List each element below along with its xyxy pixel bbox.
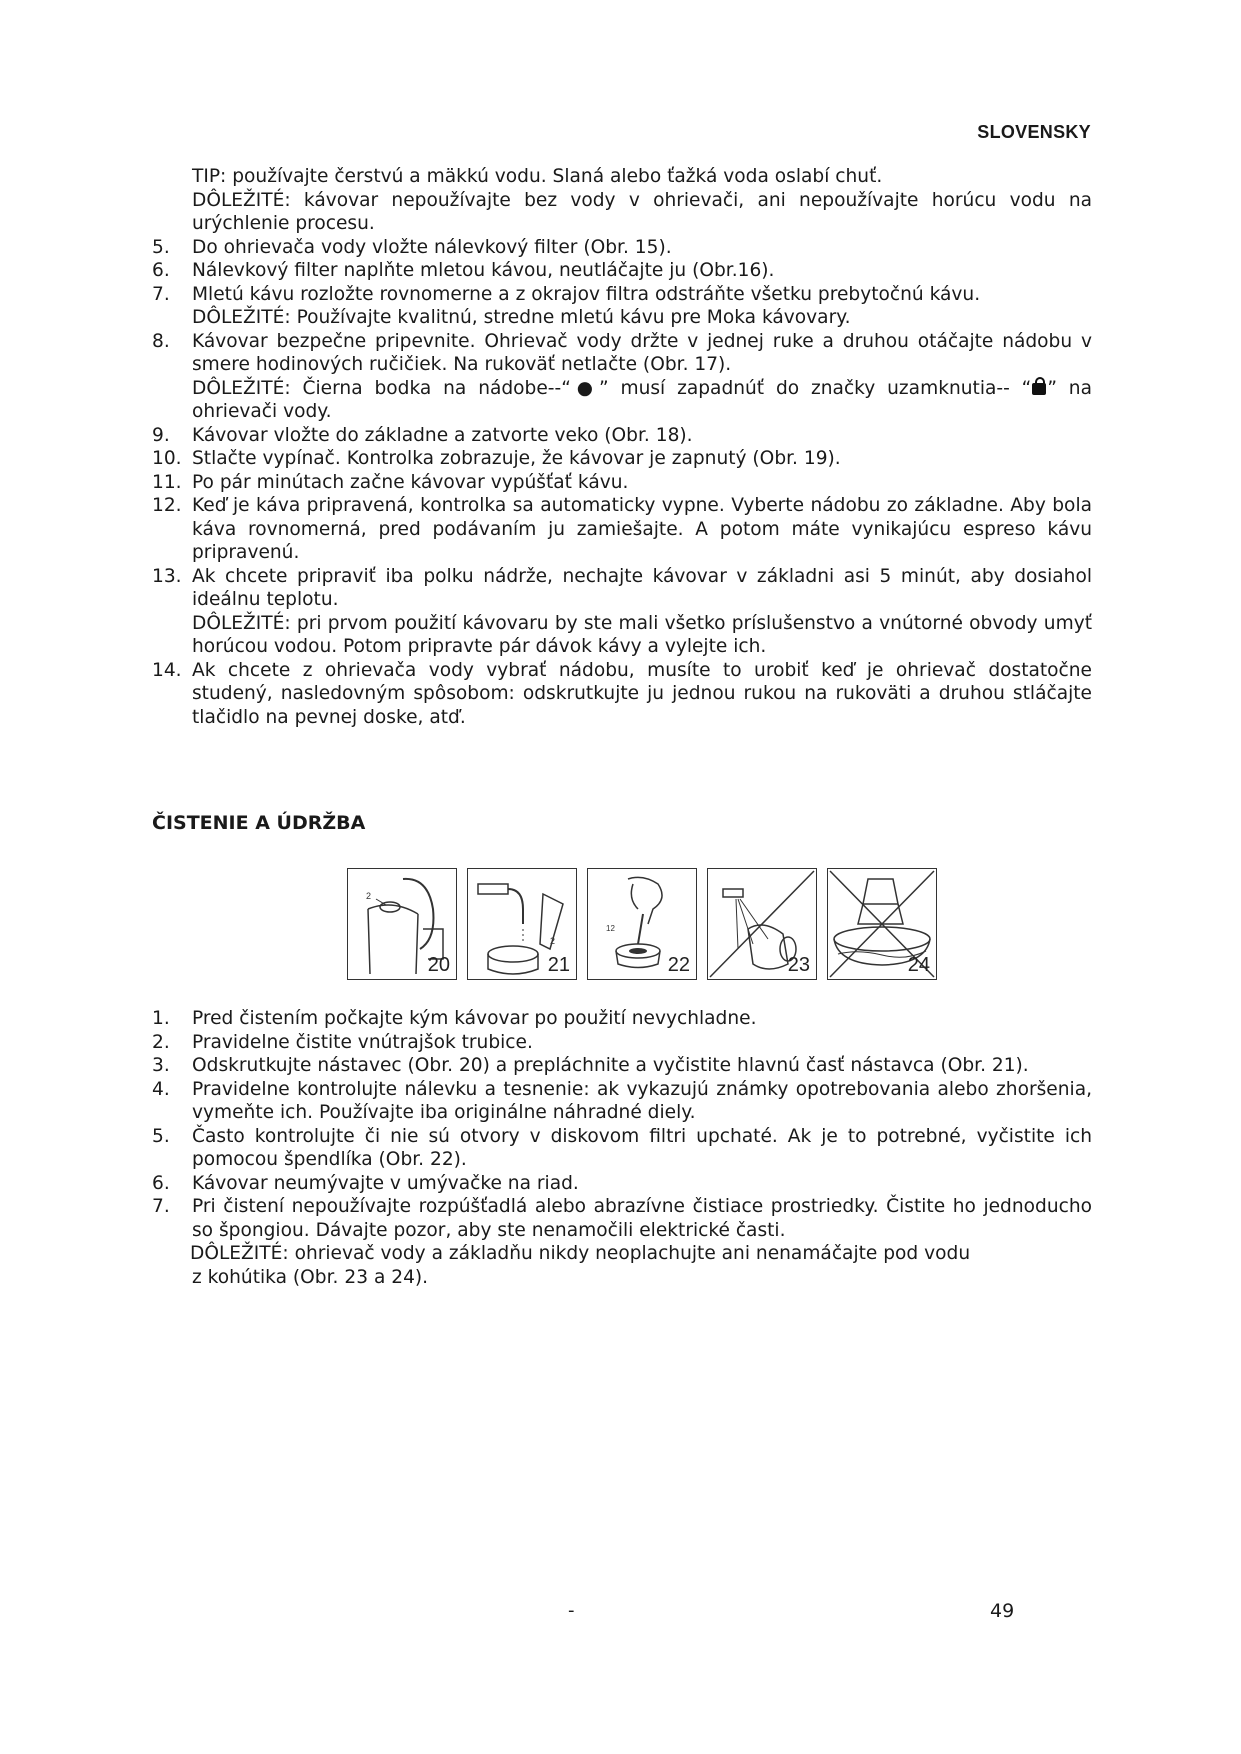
item-text: Často kontrolujte či nie sú otvory v diskovom filtri upchaté. Ak je to potrebné, vyčistite ich pomocou špendlíka (Obr. 22). — [192, 1125, 1092, 1170]
item-text: Mletú kávu rozložte rovnomerne a z okrajov filtra odstráňte všetku prebytočnú kávu. — [192, 283, 981, 305]
list-item — [152, 1031, 1092, 1055]
item-number: 8. — [152, 330, 170, 352]
list-item — [152, 236, 1092, 260]
item-text: Pri čistení nepoužívajte rozpúšťadlá alebo abrazívne čistiace prostriedky. Čistite ho jednoducho so špongiou. Dávajte pozor, aby ste nenamočili elektrické časti. — [192, 1196, 1092, 1241]
item-number: 4. — [152, 1078, 170, 1100]
list-item — [152, 283, 1092, 307]
list-item — [152, 471, 1092, 495]
item-number: 10. — [152, 448, 182, 469]
item-number: 9. — [152, 424, 170, 446]
cleaning-figures — [347, 868, 937, 980]
item-number: 7. — [152, 1196, 170, 1217]
page-number: 49 — [990, 1600, 1015, 1622]
item-text: Odskrutkujte nástavec (Obr. 20) a prepláchnite a vyčistite hlavnú časť nástavca (Obr. 21). — [192, 1055, 1029, 1076]
figure-callout: 2 — [550, 936, 556, 946]
figure-label: 22 — [667, 954, 690, 976]
item-number: 2. — [152, 1031, 170, 1053]
important-note-cleaning-cont: z kohútika (Obr. 23 a 24). — [192, 1266, 429, 1288]
item-number: 6. — [152, 1172, 170, 1194]
list-item — [152, 330, 1092, 377]
important-note-3 — [152, 377, 1092, 424]
item-text: Pravidelne čistite vnútrajšok trubice. — [192, 1031, 533, 1053]
item-number: 5. — [152, 1125, 170, 1147]
item-text: Stlačte vypínač. Kontrolka zobrazuje, že kávovar je zapnutý (Obr. 19). — [192, 448, 841, 469]
tip-text: TIP: používajte čerstvú a mäkkú vodu. Slaná alebo ťažká voda oslabí chuť. — [192, 166, 883, 187]
item-text: Nálevkový filter naplňte mletou kávou, neutláčajte ju (Obr.16). — [192, 260, 775, 281]
item-number: 13. — [152, 565, 182, 587]
lock-icon — [1032, 383, 1046, 395]
list-item — [152, 259, 1092, 283]
important-note-4: DÔLEŽITÉ: pri prvom použití kávovaru by ste mali všetko príslušenstvo a vnútorné obvody umyť horúcou vodou. Potom pripravte pár dávok kávy a vylejte ich. — [192, 612, 1092, 657]
item-text: Keď je káva pripravená, kontrolka sa automaticky vypne. Vyberte nádobu zo základne. Aby bola káva rovnomerná, pred podávaním ju zamiešajte. A potom máte vynikajúcu espreso kávu pripravenú. — [192, 495, 1092, 563]
item-text: Pred čistením počkajte kým kávovar po použití nevychladne. — [192, 1008, 757, 1029]
list-item — [152, 1078, 1092, 1125]
important-note-1: DÔLEŽITÉ: kávovar nepoužívajte bez vody v ohrievači, ani nepoužívajte horúcu vodu na urýchlenie procesu. — [192, 189, 1092, 234]
figure-label: 23 — [787, 954, 810, 976]
item-text: Ak chcete pripraviť iba polku nádrže, nechajte kávovar v základni asi 5 minút, aby dosiahol ideálnu teplotu. — [192, 565, 1092, 610]
figure-callout: 12 — [606, 924, 615, 933]
important-note-3-part-b: ” na ohrievači vody. — [192, 377, 1092, 422]
list-item — [152, 1195, 1092, 1242]
item-number: 6. — [152, 260, 170, 281]
figure-20 — [347, 868, 457, 980]
list-item — [152, 424, 1092, 448]
item-text: Kávovar vložte do základne a zatvorte veko (Obr. 18). — [192, 424, 693, 446]
list-item — [152, 565, 1092, 612]
item-text: Pravidelne kontrolujte nálevku a tesnenie: ak vykazujú známky opotrebovania alebo zhoršenia, vymeňte ich. Používajte iba originálne náhradné diely. — [192, 1078, 1092, 1123]
language-header: SLOVENSKY — [977, 122, 1091, 142]
cleaning-list — [152, 1007, 1092, 1289]
figure-21 — [467, 868, 577, 980]
figure-label: 20 — [427, 954, 450, 976]
section-heading: ČISTENIE A ÚDRŽBA — [152, 812, 366, 834]
footer-dash: - — [568, 1600, 575, 1621]
list-item — [152, 1172, 1092, 1196]
item-text: Po pár minútach začne kávovar vypúšťať kávu. — [192, 471, 629, 493]
list-item — [152, 1007, 1092, 1031]
list-item — [152, 447, 1092, 471]
figure-label: 24 — [907, 954, 930, 976]
important-note-3-part-a: DÔLEŽITÉ: Čierna bodka na nádobe--“●” musí zapadnúť do značky uzamknutia-- “ — [192, 377, 1032, 399]
item-number: 14. — [152, 659, 182, 681]
item-text: Ak chcete z ohrievača vody vybrať nádobu, musíte to urobiť keď je ohrievač dostatočne studený, nasledovným spôsobom: odskrutkujte ju jednou rukou na rukoväti a druhou stláčajte tlačidlo na pevnej doske, atď. — [192, 659, 1092, 728]
item-text: Kávovar bezpečne pripevnite. Ohrievač vody držte v jednej ruke a druhou otáčajte nádobu v smere hodinových ručičiek. Na rukoväť netlačte (Obr. 17). — [192, 330, 1092, 375]
item-number: 12. — [152, 495, 182, 516]
item-number: 1. — [152, 1008, 170, 1029]
list-item — [152, 659, 1092, 730]
list-item — [152, 1125, 1092, 1172]
item-text: Kávovar neumývajte v umývačke na riad. — [192, 1172, 579, 1194]
figure-24 — [827, 868, 937, 980]
instructions-block — [152, 165, 1092, 729]
item-number: 7. — [152, 283, 170, 305]
item-number: 3. — [152, 1055, 170, 1076]
figure-23 — [707, 868, 817, 980]
item-text: Do ohrievača vody vložte nálevkový filter (Obr. 15). — [192, 236, 672, 258]
list-item — [152, 494, 1092, 565]
figure-label: 21 — [547, 954, 570, 976]
figure-22 — [587, 868, 697, 980]
list-item — [152, 1054, 1092, 1078]
item-number: 5. — [152, 236, 170, 258]
important-note-2: DÔLEŽITÉ: Používajte kvalitnú, stredne mletú kávu pre Moka kávovary. — [192, 307, 851, 328]
important-note-cleaning: DÔLEŽITÉ: ohrievač vody a základňu nikdy neoplachujte ani nenamáčajte pod vodu — [190, 1243, 971, 1264]
item-number: 11. — [152, 471, 182, 493]
figure-callout: 2 — [366, 891, 372, 901]
